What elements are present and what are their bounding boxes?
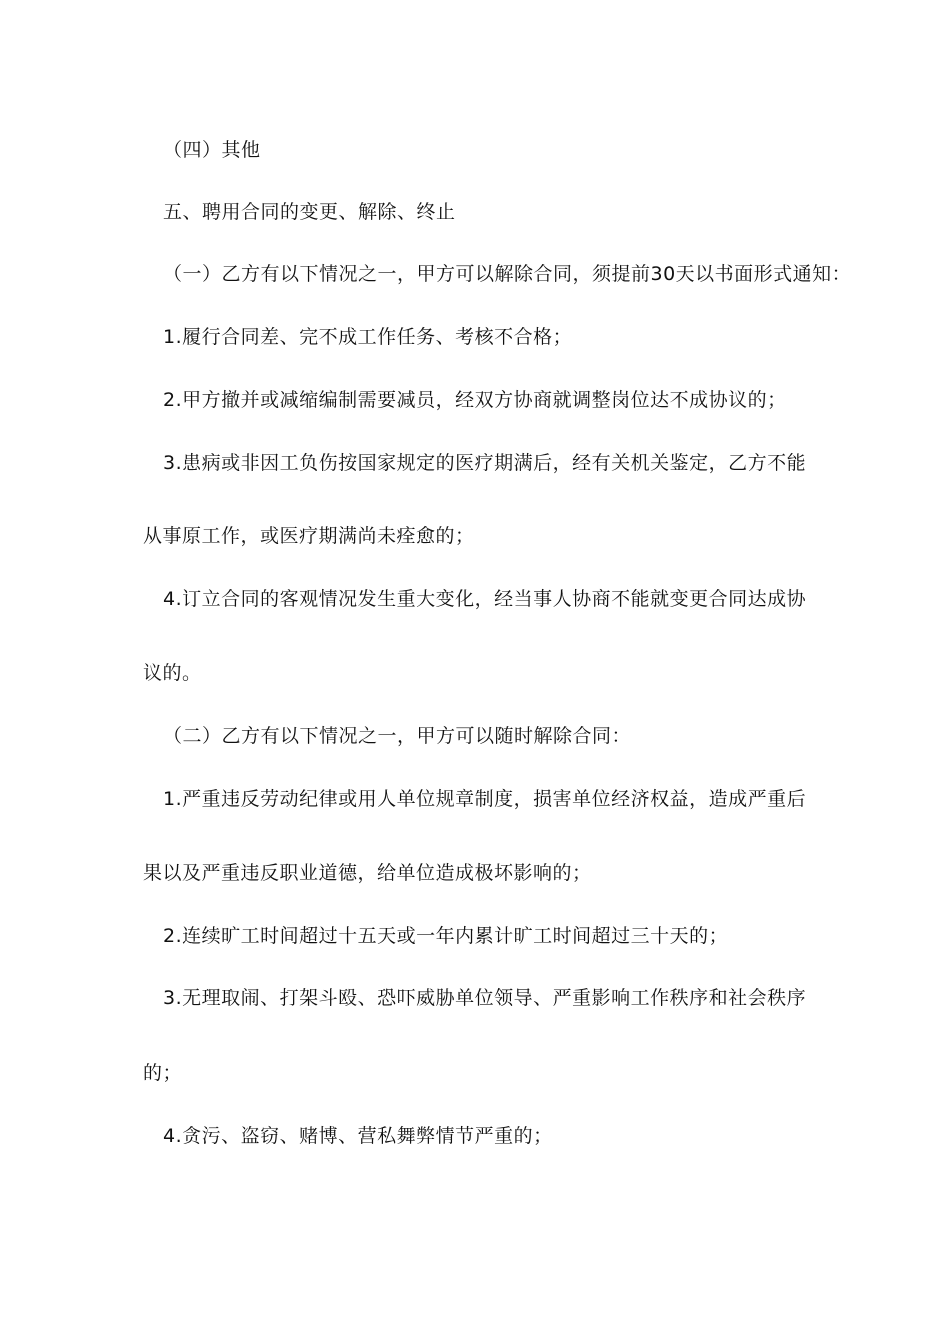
- list-item: 2.甲方撤并或减缩编制需要减员，经双方协商就调整岗位达不成协议的；: [163, 389, 787, 411]
- list-item: 4.贪污、盗窃、赌博、营私舞弊情节严重的；: [163, 1125, 553, 1147]
- section-heading-contract-change: 五、聘用合同的变更、解除、终止: [163, 201, 456, 223]
- list-item: 1.严重违反劳动纪律或用人单位规章制度，损害单位经济权益，造成严重后: [163, 788, 807, 810]
- list-item-continuation: 议的。: [143, 662, 202, 684]
- list-item: 1.履行合同差、完不成工作任务、考核不合格；: [163, 326, 573, 348]
- subsection-other: （四）其他: [163, 139, 261, 161]
- subsection-two-heading: （二）乙方有以下情况之一，甲方可以随时解除合同：: [163, 725, 632, 747]
- list-item: 4.订立合同的客观情况发生重大变化，经当事人协商不能就变更合同达成协: [163, 588, 807, 610]
- list-item-continuation: 从事原工作，或医疗期满尚未痊愈的；: [143, 525, 475, 547]
- list-item: 3.患病或非因工负伤按国家规定的医疗期满后，经有关机关鉴定，乙方不能: [163, 452, 807, 474]
- list-item-continuation: 的；: [143, 1062, 183, 1084]
- subsection-one-heading: （一）乙方有以下情况之一，甲方可以解除合同，须提前30天以书面形式通知：: [163, 263, 852, 285]
- list-item-continuation: 果以及严重违反职业道德，给单位造成极坏影响的；: [143, 862, 592, 884]
- list-item: 2.连续旷工时间超过十五天或一年内累计旷工时间超过三十天的；: [163, 925, 729, 947]
- list-item: 3.无理取闹、打架斗殴、恐吓威胁单位领导、严重影响工作秩序和社会秩序: [163, 987, 807, 1009]
